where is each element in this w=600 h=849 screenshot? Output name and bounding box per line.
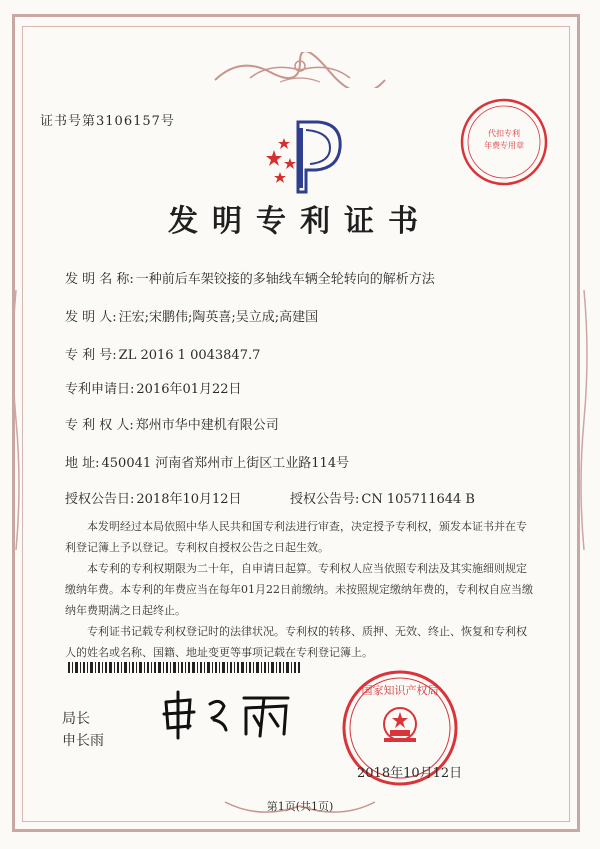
handwritten-signature [160, 690, 300, 740]
patent-number-row [65, 344, 260, 363]
top-ornament [210, 52, 390, 88]
grant-number-row [290, 488, 475, 507]
grant-date-value: 2018年10月12日 [136, 492, 242, 507]
inventors-value: 汪宏;宋鹏伟;陶英喜;吴立成;高建国 [118, 310, 319, 325]
barcode [68, 662, 300, 673]
patentee-label: 专 利 权 人: [65, 418, 134, 433]
address-row [65, 452, 349, 471]
inventors-row [65, 306, 318, 325]
filing-date-row [65, 378, 242, 397]
director-name: 申长雨 [62, 733, 104, 749]
grant-date-row [65, 488, 242, 507]
filing-date-label: 专利申请日: [65, 382, 135, 397]
patentee-value: 郑州市华中建机有限公司 [135, 418, 279, 433]
patent-number-label: 专 利 号: [65, 348, 117, 363]
left-ornament [8, 290, 24, 550]
address-value: 450041 河南省郑州市上街区工业路114号 [101, 456, 350, 471]
grant-date-label: 授权公告日: [65, 492, 135, 507]
invention-name-label: 发 明 名 称: [65, 272, 134, 287]
right-ornament [576, 290, 592, 550]
paragraph-grant: 本发明经过本局依照中华人民共和国专利法进行审查，决定授予专利权，颁发本证书并在专利登记簿上予以登记。专利权自授权公告之日起生效。 [65, 520, 527, 554]
svg-text:国家知识产权局: 国家知识产权局 [361, 684, 439, 697]
svg-text:年费专用章: 年费专用章 [484, 141, 524, 150]
grant-number-value: CN 105711644 B [361, 492, 475, 507]
filing-date-value: 2016年01月22日 [136, 382, 242, 397]
grant-number-label: 授权公告号: [290, 492, 360, 507]
patentee-row [65, 414, 279, 433]
inventors-label: 发 明 人: [65, 310, 117, 325]
invention-name-value: 一种前后车架铰接的多轴线车辆全轮转向的解析方法 [135, 272, 435, 287]
page-title: 发明专利证书 [168, 204, 432, 239]
invention-name-row [65, 268, 435, 287]
issue-date: 2018年10月12日 [357, 766, 463, 781]
svg-text:代扣专利: 代扣专利 [488, 129, 520, 138]
patent-number-value: ZL 2016 1 0043847.7 [118, 348, 261, 363]
paragraph-legal-status: 专利证书记载专利权登记时的法律状况。专利权的转移、质押、无效、终止、恢复和专利权人的姓名或名称、国籍、地址变更等事项记载在专利登记簿上。 [65, 625, 527, 659]
director-title: 局长 [62, 711, 90, 727]
certificate-number: 证书号第3106157号 [40, 114, 175, 129]
agency-stamp [458, 96, 550, 188]
paragraph-term: 本专利的专利权期限为二十年，自申请日起算。专利权人应当依照专利法及其实施细则规定缴纳年费。本专利的年费应当在每年01月22日前缴纳。未按照规定缴纳年费的，专利权自应当缴纳年费期满之日起终止。 [65, 562, 533, 617]
address-label: 地 址: [65, 456, 100, 471]
page-number: 第1页(共1页) [266, 800, 334, 813]
patent-office-emblem [260, 116, 350, 196]
